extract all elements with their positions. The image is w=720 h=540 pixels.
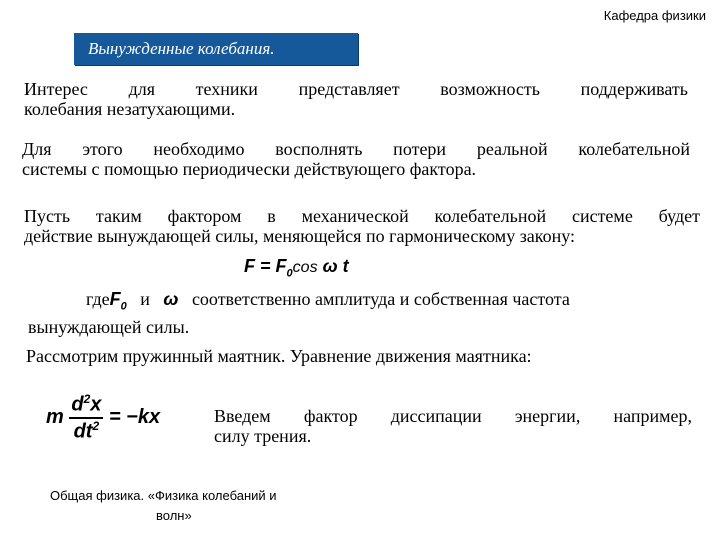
slide-title: Вынужденные колебания. xyxy=(74,33,358,65)
paragraph-driving-force-line-1: Пусть таким фактором в механической колебательной системе будет xyxy=(24,206,700,226)
paragraph-where xyxy=(28,289,684,337)
motion-formula xyxy=(46,392,160,443)
paragraph-interest-line-2: колебания незатухающими. xyxy=(24,99,236,119)
paragraph-compensation xyxy=(22,139,690,179)
motion-rhs: = −kx xyxy=(108,405,161,428)
department-label: Кафедра физики xyxy=(603,8,706,23)
motion-derivative-denominator: $dt^2$ xyxy=(73,418,100,443)
paragraph-compensation-line-1: Для этого необходимо восполнять потери реальной колебательной xyxy=(22,139,690,159)
where-f0-subscript: 0 xyxy=(120,300,127,313)
where-line-2: вынуждающей силы. xyxy=(28,316,190,337)
paragraph-compensation-line-2: системы с помощью периодически действующего фактора. xyxy=(22,159,477,179)
where-and: и xyxy=(140,289,150,309)
paragraph-driving-force-line-2: действие вынуждающей силы, меняющейся по гармоническому закону: xyxy=(24,226,576,246)
formula-amplitude-subscript: 0 xyxy=(286,267,293,280)
formula-amplitude-symbol: F xyxy=(275,256,287,276)
paragraph-driving-force xyxy=(24,206,700,246)
where-omega-symbol: ω xyxy=(163,289,179,309)
where-f0-symbol: F xyxy=(109,289,121,309)
where-description: соответственно амплитуда и собственная частота xyxy=(191,289,570,309)
paragraph-dissipation-line-1: Введем фактор диссипации энергии, например, xyxy=(214,406,692,426)
formula-cos: cos xyxy=(292,259,318,276)
paragraph-pendulum: Рассмотрим пружинный маятник. Уравнение движения маятника: xyxy=(26,346,532,366)
motion-derivative-numerator: $d^2x$ xyxy=(69,392,103,419)
footer-course xyxy=(50,486,277,526)
formula-equals: = xyxy=(260,256,271,276)
force-formula xyxy=(244,256,349,280)
formula-omega: ω xyxy=(322,256,338,276)
footer-line-1: Общая физика. «Физика колебаний и xyxy=(50,488,277,503)
motion-mass: m xyxy=(46,405,64,428)
paragraph-dissipation xyxy=(214,406,692,446)
paragraph-interest xyxy=(24,79,688,119)
formula-time: t xyxy=(342,256,349,276)
paragraph-dissipation-line-2: силу трения. xyxy=(214,426,312,446)
footer-line-2: волн» xyxy=(156,508,192,523)
where-word: где xyxy=(86,289,110,309)
formula-force-symbol: F xyxy=(244,256,255,276)
motion-derivative-fraction xyxy=(69,392,103,443)
paragraph-interest-line-1: Интерес для техники представляет возможность поддерживать xyxy=(24,79,688,99)
